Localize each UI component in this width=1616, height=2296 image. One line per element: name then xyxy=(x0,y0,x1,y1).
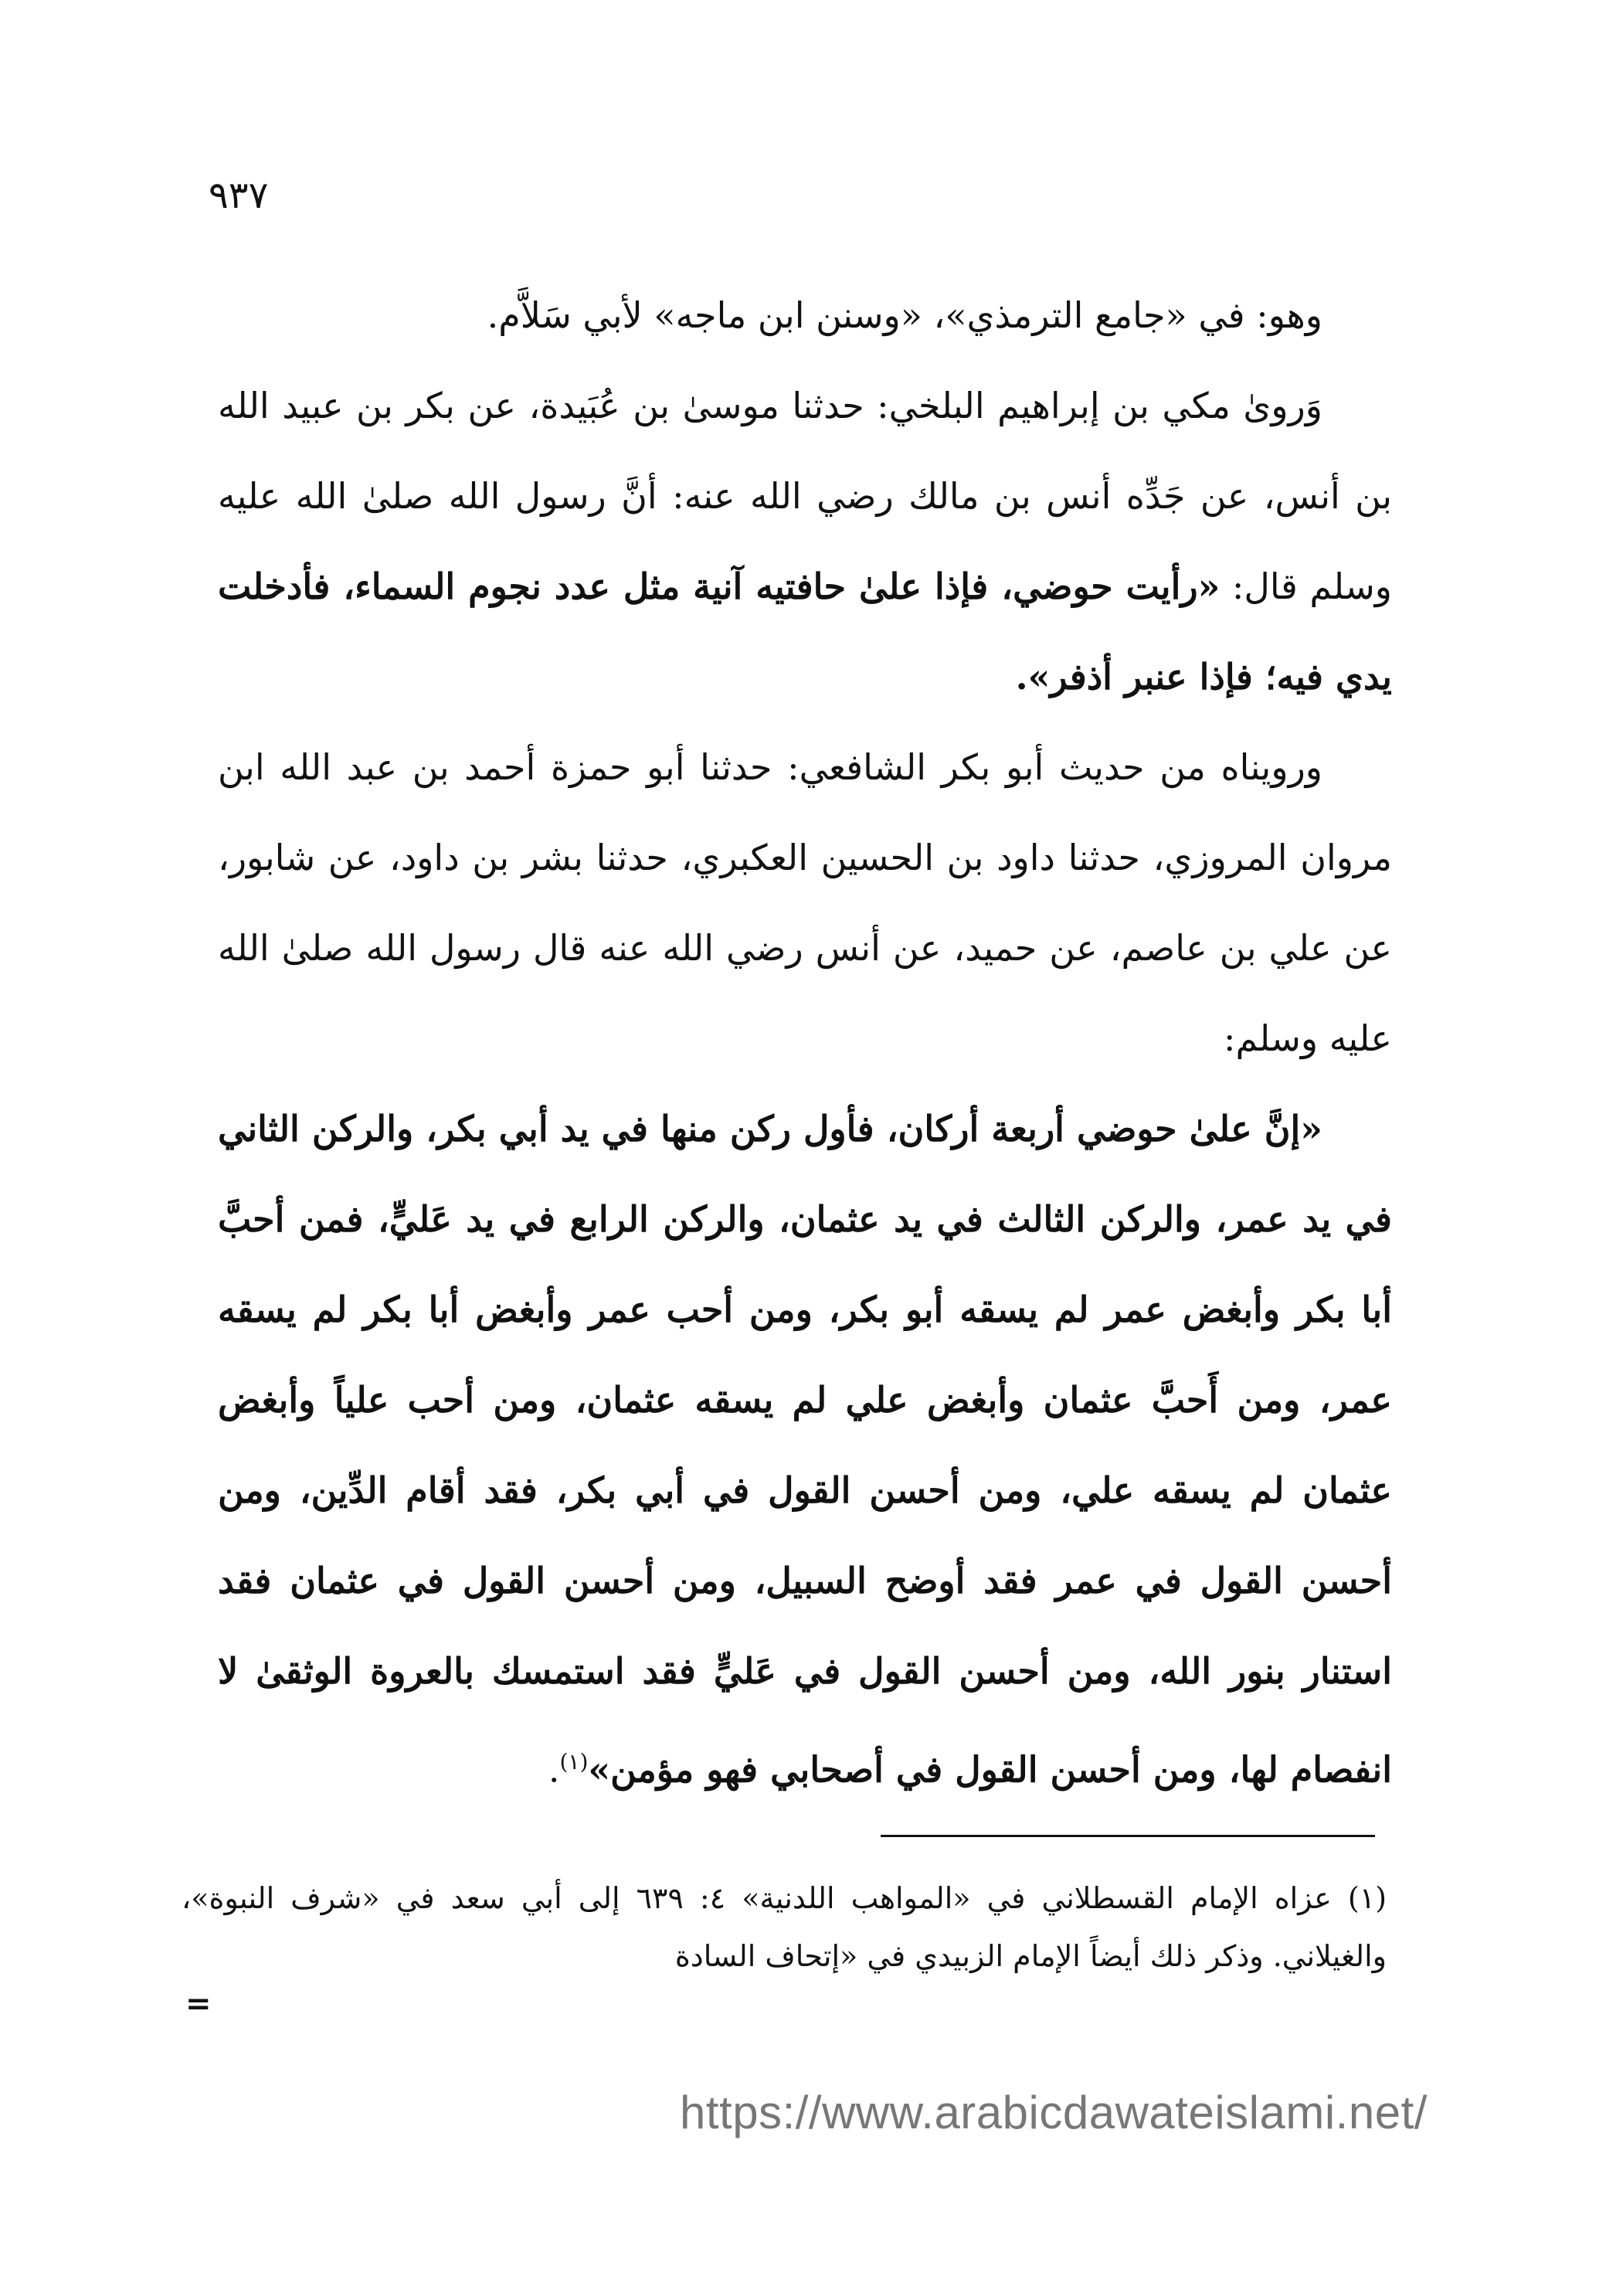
paragraph-4 xyxy=(218,1084,1392,1815)
paragraph-1 xyxy=(218,270,1392,361)
footnotes xyxy=(182,1870,1387,1985)
footnote-divider xyxy=(881,1835,1375,1837)
page-number: ٩٣٧ xyxy=(209,174,269,217)
footnote-continuation-mark: = xyxy=(185,1985,212,2022)
paragraph-2-text: وَروىٰ مكي بن إبراهيم البلخي: حدثنا موسىٰ بن عُبَيدة، عن بكر بن عبيد الله بن أنس، عن جَدِّه أنس بن مالك رضي الله عنه: أنَّ رسول الله صلىٰ الله عليه وسلم قال: xyxy=(218,385,1393,607)
paragraph-4-hadith: «إنَّ علىٰ حوضي أربعة أركان، فأول ركن منها في يد أبي بكر، والركن الثاني في يد عمر، والركن الثالث في يد عثمان، والركن الرابع في يد عَليٍّ، فمن أحبَّ أبا بكر وأبغض عمر لم يسقه أبو بكر، ومن أحب عمر وأبغض أبا بكر لم يسقه عمر، ومن أَحبَّ عثمان وأبغض علي لم يسقه عثمان، ومن أحب علياً وأبغض عثمان لم يسقه علي، ومن أحسن القول في أبي بكر، فقد أقام الدِّين، ومن أحسن القول في عمر فقد أوضح السبيل، ومن أحسن القول في عثمان فقد استنار بنور الله، ومن أحسن القول في عَليٍّ فقد استمسك بالعروة الوثقىٰ لا انفصام لها، ومن أحسن القول في أصحابي فهو مؤمن» xyxy=(218,1108,1392,1791)
footnote-1: (١) عزاه الإمام القسطلاني في «المواهب اللدنية» ٤: ٦٣٩ إلى أبي سعد في «شرف النبوة»، والغيلاني. وذكر ذلك أيضاً الإمام الزبيدي في «إتحاف السادة xyxy=(182,1881,1387,1973)
paragraph-3 xyxy=(218,722,1392,1084)
paragraph-3-text: ورويناه من حديث أبو بكر الشافعي: حدثنا أبو حمزة أحمد بن عبد الله ابن مروان المروزي، حدثنا داود بن الحسين العكبري، حدثنا بشر بن داود، عن شابور، عن علي بن عاصم، عن حميد، عن أنس رضي الله عنه قال رسول الله صلىٰ الله عليه وسلم: xyxy=(218,746,1392,1059)
paragraph-4-end: . xyxy=(548,1748,560,1791)
paragraph-1-text: وهو: في «جامع الترمذي»، «وسنن ابن ماجه» لأبي سَلاَّم. xyxy=(487,294,1322,336)
footnote-ref: (١) xyxy=(559,1749,589,1775)
main-text xyxy=(218,270,1392,1815)
watermark-url: https://www.arabicdawateislami.net/ xyxy=(680,2087,1428,2138)
paragraph-2-hadith: «رأيت حوضي، فإذا علىٰ حافتيه آنية مثل عدد نجوم السماء، فأدخلت يدي فيه؛ فإذا عنبر أذفر». xyxy=(218,566,1392,698)
paragraph-2 xyxy=(218,361,1392,722)
